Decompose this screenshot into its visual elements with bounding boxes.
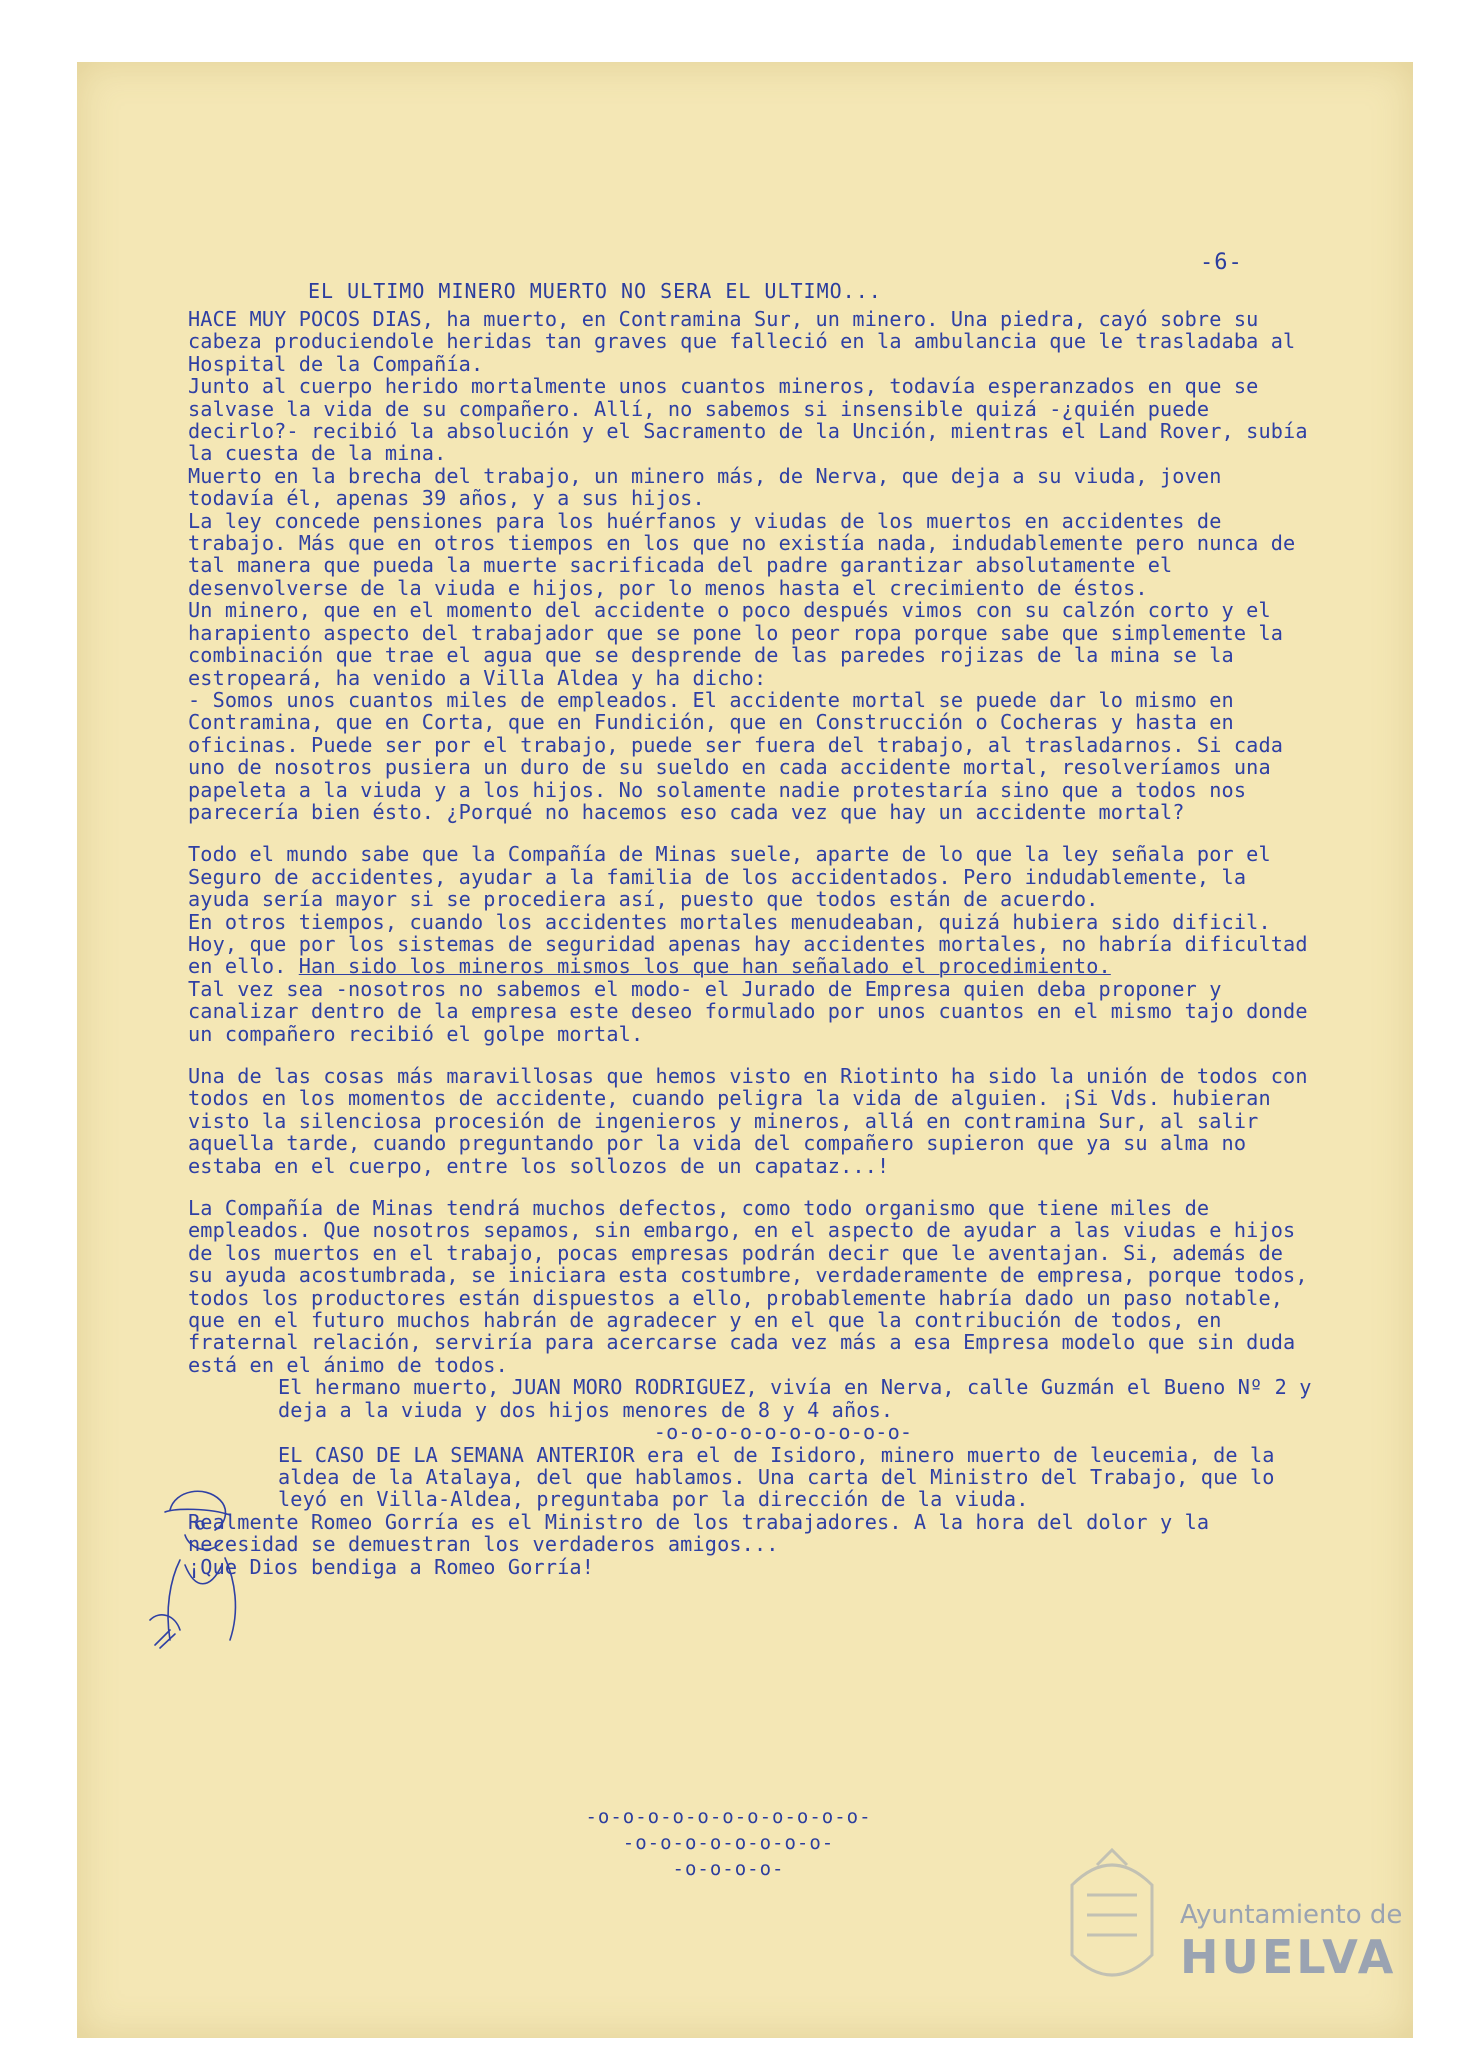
paragraph-body: [188, 933, 1318, 978]
separator-end-3: -o-o-o-o-: [672, 1858, 785, 1880]
paragraph-case: EL CASO DE LA SEMANA ANTERIOR era el de Isidoro, minero muerto de leucemia, de la aldea de la Atalaya, del que hablamos. Una carta del Ministro del Trabajo, que lo leyó en Villa-Aldea, preguntaba por la dirección de la viuda.: [278, 1442, 1275, 1512]
paragraph-body: En otros tiempos, cuando los accidentes mortales menudeaban, quizá hubiera sido dificil.: [188, 909, 1271, 934]
separator-mid: -o-o-o-o-o-o-o-o-o-o-: [653, 1420, 913, 1445]
paragraph-quote: - Somos unos cuantos miles de empleados. El accidente mortal se puede dar lo mismo en Contramina, que en Corta, que en Fundición, que en Construcción o Cocheras y hasta en oficinas. Puede ser por el trabajo, puede ser fuera del trabajo, al trasladarnos. Si cada uno de nosotros pusiera un duro de su sueldo en cada accidente mortal, resolveríamos una papeleta a la viuda y a los hijos. No solamente nadie protestaría sino que a todos nos parecería bien ésto. ¿Porqué no hacemos eso cada vez que hay un accidente mortal?: [188, 687, 1284, 824]
document-title: EL ULTIMO MINERO MUERTO NO SERA EL ULTIMO...: [308, 279, 882, 303]
separator-end-2: -o-o-o-o-o-o-o-o-: [622, 1832, 835, 1854]
paragraph-intro: HACE MUY POCOS DIAS, ha muerto, en Contramina Sur, un minero. Una piedra, cayó sobre su cabeza produciendole heridas tan graves que falleció en la ambulancia que le trasladaba al Hospital de la Compañía.: [188, 307, 1296, 376]
paragraph-union: Una de las cosas más maravillosas que hemos visto en Riotinto ha sido la unión de todos con todos en los momentos de accidente, cuando peligra la vida de alguien. ¡Si Vds. hubieran visto la silenciosa procesión de ingenieros y mineros, allá en contramina Sur, al salir aquella tarde, cuando preguntando por la vida del compañero supieron que ya su alma no estaba en el cuerpo, entre los sollozos de un capataz...!: [188, 1064, 1308, 1178]
paragraph-body: La ley concede pensiones para los huérfanos y viudas de los muertos en accidentes de trabajo. Más que en otros tiempos en los que no existía nada, indudablemente pero nunca de tal manera que pueda la muerte sacrificada del padre garantizar absolutamente el desenvolverse de la viuda e hijos, por lo menos hasta el crecimiento de éstos.: [188, 508, 1296, 600]
closing-line: ¡Que Dios bendiga a Romeo Gorría!: [188, 1554, 595, 1579]
paragraph-body: Junto al cuerpo herido mortalmente unos cuantos mineros, todavía esperanzados en que se salvase la vida de su compañero. Allí, no sabemos si insensible quizá -¿quién puede decirlo?- recibió la absolución y el Sacramento de la Unción, mientras el Land Rover, subía la cuesta de la mina.: [188, 374, 1308, 466]
sentence: Hoy, que por los sistemas de seguridad apenas hay accidentes mortales, no habría dificultad en ello.: [188, 931, 1308, 979]
miner-sketch-icon: [130, 1470, 260, 1660]
paragraph-romeo: Realmente Romeo Gorría es el Ministro de los trabajadores. A la hora del dolor y la necesidad se demuestran los verdaderos amigos...: [188, 1509, 1210, 1557]
underlined-sentence: Han sido los mineros mismos los que han señalado el procedimiento.: [298, 954, 1111, 979]
paragraph-company: La Compañía de Minas tendrá muchos defectos, como todo organismo que tiene miles de empleados. Que nosotros sepamos, sin embargo, en el aspecto de ayudar a las viudas e hijos de los muertos en el trabajo, pocas empresas podrán decir que le aventajan. Si, además de su ayuda acostumbrada, se iniciara esta costumbre, verdaderamente de empresa, porque todos, todos los productores están dispuestos a ello, probablemente habría dado un paso notable, que en el futuro muchos habrán de agradecer y en el que la contribución de todos, en fraternal relación, serviría para acercarse cada vez más a esa Empresa modelo que sin duda está en el ánimo de todos.: [188, 1196, 1308, 1377]
paragraph-body: Todo el mundo sabe que la Compañía de Minas suele, aparte de lo que la ley señala por el Seguro de accidentes, ayudar a la familia de los accidentados. Pero indudablemente, la ayuda sería mayor si se procediera así, puesto que todos están de acuerdo.: [188, 842, 1271, 912]
stamp-line-1: Ayuntamiento de: [1180, 1900, 1403, 1930]
paragraph-brother: El hermano muerto, JUAN MORO RODRIGUEZ, vivía en Nerva, calle Guzmán el Bueno Nº 2 y deja a la viuda y dos hijos menores de 8 y 4 años.: [278, 1375, 1312, 1422]
paragraph-body: Un minero, que en el momento del accidente o poco después vimos con su calzón corto y el harapiento aspecto del trabajador que se pone lo peor ropa porque sabe que simplemente la combinación que trae el agua que se desprende de las paredes rojizas de la mina se la estropeará, ha venido a Villa Aldea y ha dicho:: [188, 598, 1284, 690]
stamp-line-2: HUELVA: [1180, 1930, 1397, 1984]
separator-end-1: -o-o-o-o-o-o-o-o-o-o-o-: [585, 1806, 872, 1828]
paragraph-body: Muerto en la brecha del trabajo, un minero más, de Nerva, que deja a su viuda, joven todavía él, apenas 39 años, y a sus hijos.: [188, 463, 1222, 511]
document-body: [188, 308, 1318, 1578]
page-number: -6-: [1200, 250, 1243, 275]
paragraph-body: Tal vez sea -nosotros no sabemos el modo- el Jurado de Empresa quien deba proponer y canalizar dentro de la empresa este deseo formulado por unos cuantos en el mismo tajo donde un compañero recibió el golpe mortal.: [188, 976, 1308, 1046]
